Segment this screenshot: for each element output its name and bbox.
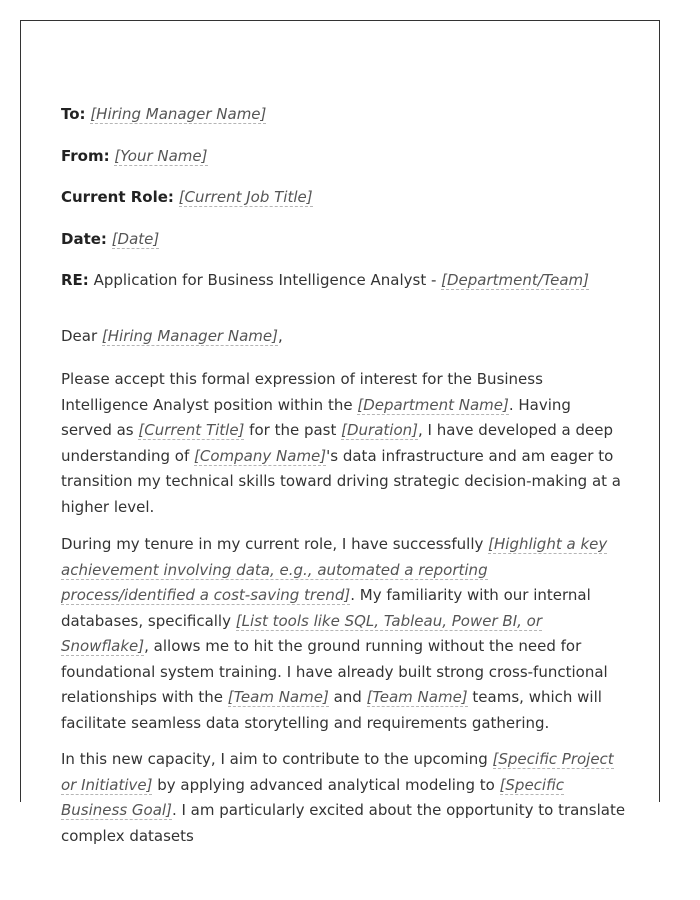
re-placeholder: [Department/Team] bbox=[441, 271, 590, 289]
current-role-line bbox=[61, 187, 626, 207]
re-subject: Application for Business Intelligence Analyst - bbox=[93, 271, 442, 289]
letter-page bbox=[20, 20, 660, 845]
p2-placeholder-team-1: [Team Name] bbox=[227, 688, 329, 706]
salutation-placeholder: [Hiring Manager Name] bbox=[101, 327, 278, 345]
p2-placeholder-achievement: [Highlight a key achievement involving data, e.g., automated a reporting process/identified a cost-saving trend] bbox=[61, 535, 608, 604]
re-line bbox=[61, 270, 626, 290]
p1-placeholder-title: [Current Title] bbox=[138, 421, 245, 439]
letter-content bbox=[61, 104, 626, 849]
paragraph-experience bbox=[61, 532, 626, 736]
current-role-label: Current Role: bbox=[61, 188, 174, 206]
p1-placeholder-department: [Department Name] bbox=[357, 395, 509, 414]
paragraph-goals bbox=[61, 747, 626, 849]
p3-placeholder-project: [Specific Project or Initiative] bbox=[61, 750, 614, 794]
to-label: To: bbox=[61, 105, 86, 123]
p3-text-2: by applying advanced analytical modeling to bbox=[152, 775, 500, 794]
salutation-prefix: Dear bbox=[61, 327, 102, 345]
p2-text-1: During my tenure in my current role, I have successfully bbox=[61, 535, 489, 553]
re-label: RE: bbox=[61, 271, 89, 289]
p2-text-4: and bbox=[328, 688, 367, 706]
current-role-placeholder: [Current Job Title] bbox=[178, 188, 313, 206]
p1-text-3: for the past bbox=[244, 421, 342, 439]
date-label: Date: bbox=[61, 229, 107, 248]
p1-text-5: 's data infrastructure and am eager to transition my technical skills toward driving strategic decision-making at a higher level. bbox=[61, 446, 621, 516]
from-label: From: bbox=[61, 146, 110, 165]
p1-placeholder-duration: [Duration] bbox=[341, 421, 418, 439]
paragraph-intro bbox=[61, 367, 626, 520]
p1-text-2: . Having served as bbox=[61, 395, 571, 439]
salutation bbox=[61, 326, 626, 346]
p3-placeholder-goal: [Specific Business Goal] bbox=[61, 775, 565, 819]
to-placeholder: [Hiring Manager Name] bbox=[90, 105, 267, 123]
from-line bbox=[61, 146, 626, 166]
p3-text-1: In this new capacity, I aim to contribute to the upcoming bbox=[61, 750, 493, 768]
p2-text-5: teams, which will facilitate seamless data storytelling and requirements gathering. bbox=[61, 688, 602, 732]
to-line bbox=[61, 104, 626, 124]
salutation-suffix: , bbox=[277, 327, 283, 345]
p2-text-3: , allows me to hit the ground running without the need for foundational system training. I have already built strong cross-functional relationships with the bbox=[61, 637, 608, 706]
p1-text-1: Please accept this formal expression of interest for the Business Intelligence Analyst position within the bbox=[61, 370, 543, 414]
date-placeholder: [Date] bbox=[111, 229, 160, 248]
date-line bbox=[61, 229, 626, 249]
p2-placeholder-tools: [List tools like SQL, Tableau, Power BI, or Snowflake] bbox=[61, 611, 542, 655]
from-placeholder: [Your Name] bbox=[114, 146, 208, 165]
p3-text-3: . I am particularly excited about the opportunity to translate complex datasets bbox=[61, 801, 626, 845]
p2-placeholder-team-2: [Team Name] bbox=[366, 688, 468, 706]
p2-text-2: . My familiarity with our internal databases, specifically bbox=[61, 586, 591, 630]
p1-placeholder-company: [Company Name] bbox=[194, 446, 327, 465]
p1-text-4: , I have developed a deep understanding of bbox=[61, 421, 613, 465]
